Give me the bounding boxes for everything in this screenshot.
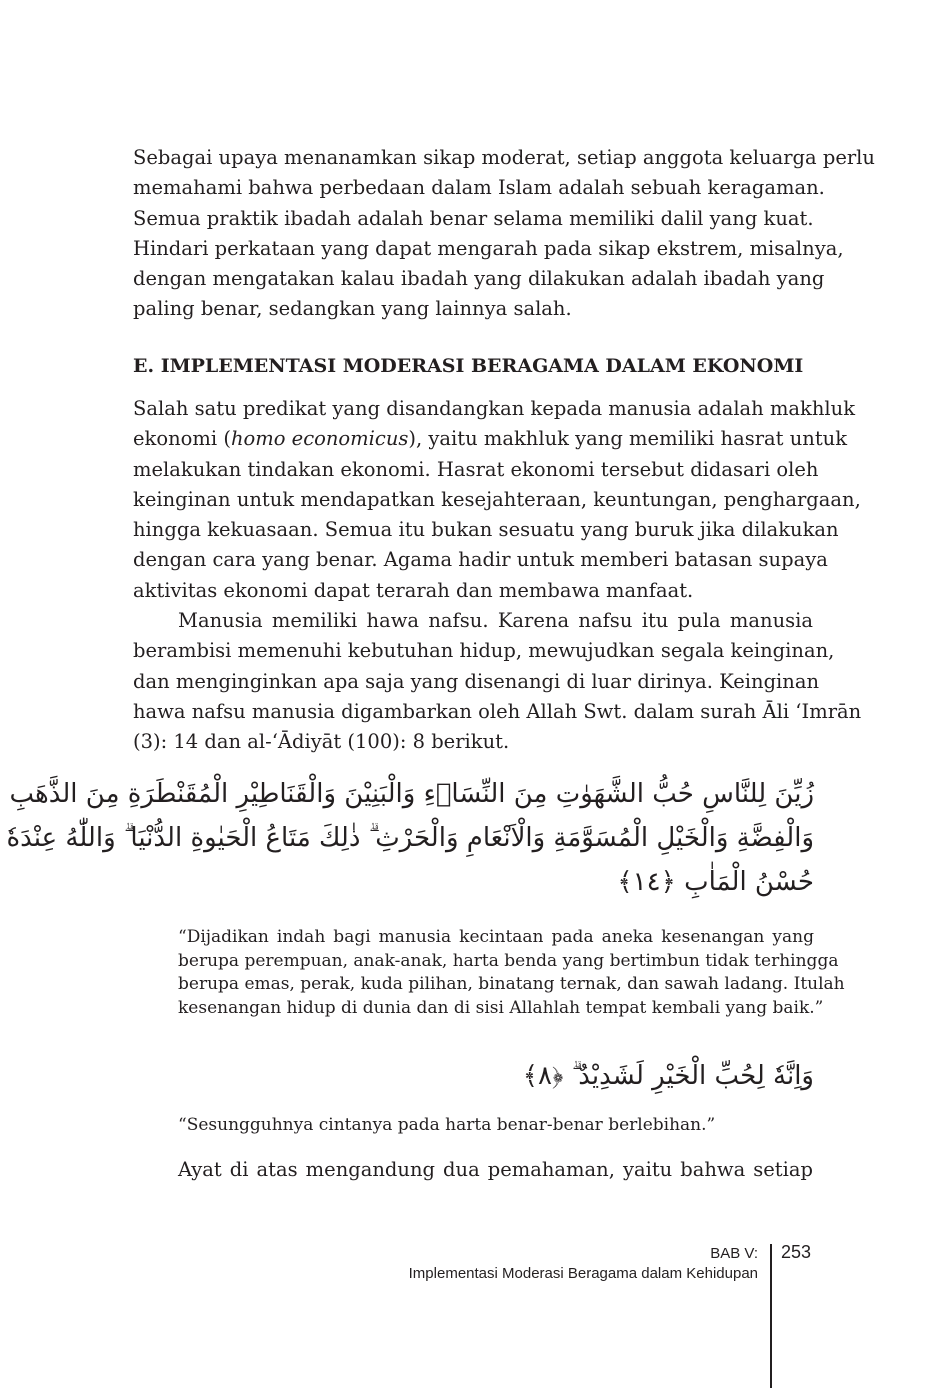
verse-line: زُيِّنَ لِلنَّاسِ حُبُّ الشَّهَوٰتِ مِنَ النِّسَاۤءِ وَالْبَنِيْنَ وَالْقَنَاطِيْرِ الْمُقَنْطَرَةِ مِنَ الذَّهَبِ [9,779,814,809]
paragraph-family-moderation [133,143,875,325]
text-line: hingga kekuasaan. Semua itu bukan sesuatu yang buruk jika dilakukan [133,518,839,542]
text-line: Salah satu predikat yang disandangkan kepada manusia adalah makhluk [133,397,856,420]
section-heading: E. IMPLEMENTASI MODERASI BERAGAMA DALAM EKONOMI [133,355,804,377]
running-footer [409,1244,758,1284]
text-line: melakukan tindakan ekonomi. Hasrat ekonomi tersebut didasari oleh [133,457,819,481]
verse-line: حُسْنُ الْمَاٰبِ ﴿١٤﴾ [617,867,814,897]
text-line: (3): 14 dan al-‘Ādiyāt (100): 8 berikut. [133,730,510,754]
arabic-verse-ali-imran [6,772,814,904]
paragraph-economic-being [133,394,861,606]
arabic-verse-al-adiyat [178,1054,814,1098]
text-line: keinginan untuk mendapatkan kesejahteraan, keuntungan, penghargaan, [133,487,861,511]
text-line: berambisi memenuhi kebutuhan hidup, mewujudkan segala keinginan, [133,639,835,663]
footer-divider [770,1244,772,1388]
text-line: Manusia memiliki hawa nafsu. Karena nafsu itu pula manusia [178,609,813,632]
italic-term: homo economicus [230,427,409,451]
chapter-title: Implementasi Moderasi Beragama dalam Kehidupan [408,1265,758,1282]
text-line: “Sesungguhnya cintanya pada harta benar-benar berlebihan.” [178,1115,716,1135]
text-line: Hindari perkataan yang dapat mengarah pada sikap ekstrem, misalnya, [133,236,844,260]
text: ekonomi ( [133,427,231,451]
chapter-label: BAB V: [710,1245,758,1262]
text-line: Sebagai upaya menanamkan sikap moderat, setiap anggota keluarga perlu [133,146,875,169]
text-line: Ayat di atas mengandung dua pemahaman, yaitu bahwa setiap [178,1158,813,1181]
text-line: kesenangan hidup di dunia dan di sisi Allahlah tempat kembali yang baik.” [178,997,824,1018]
text: ), yaitu makhluk yang memiliki hasrat untuk [408,427,848,451]
text-line: paling benar, sedangkan yang lainnya salah. [133,297,572,321]
text-line: dengan cara yang benar. Agama hadir untuk memberi batasan supaya [133,548,828,572]
verse-line: وَاِنَّهٗ لِحُبِّ الْخَيْرِ لَشَدِيْدٌ ۗ ﴿٨﴾ [522,1061,814,1091]
text-line: Semua praktik ibadah adalah benar selama memiliki dalil yang kuat. [133,206,814,230]
verse-line: وَالْفِضَّةِ وَالْخَيْلِ الْمُسَوَّمَةِ وَالْاَنْعَامِ وَالْحَرْثِ ۗ ذٰلِكَ مَتَاعُ الْحَيٰوةِ الدُّنْيَا ۗ وَاللّٰهُ عِنْدَهٗ [6,823,814,853]
text-line [133,424,848,454]
text-line: dan menginginkan apa saja yang disenangi di luar dirinya. Keinginan [133,669,820,693]
text-line: berupa emas, perak, kuda pilihan, binatang ternak, dan sawah ladang. Itulah [178,974,845,994]
text-line: “Dijadikan indah bagi manusia kecintaan pada aneka kesenangan yang [178,927,814,947]
paragraph-conclusion [133,1155,813,1185]
text-line: dengan mengatakan kalau ibadah yang dilakukan adalah ibadah yang [133,267,825,291]
text-line: aktivitas ekonomi dapat terarah dan membawa manfaat. [133,578,694,602]
text-line: memahami bahwa perbedaan dalam Islam adalah sebuah keragaman. [133,176,825,200]
paragraph-desire [133,606,862,757]
text-line: berupa perempuan, anak-anak, harta benda yang bertimbun tidak terhingga [178,950,839,971]
translation-al-adiyat [178,1114,814,1138]
text-line: hawa nafsu manusia digambarkan oleh Allah Swt. dalam surah Āli ‘Imrān [133,699,862,723]
translation-ali-imran [178,926,845,1020]
page-number: 253 [781,1242,812,1262]
